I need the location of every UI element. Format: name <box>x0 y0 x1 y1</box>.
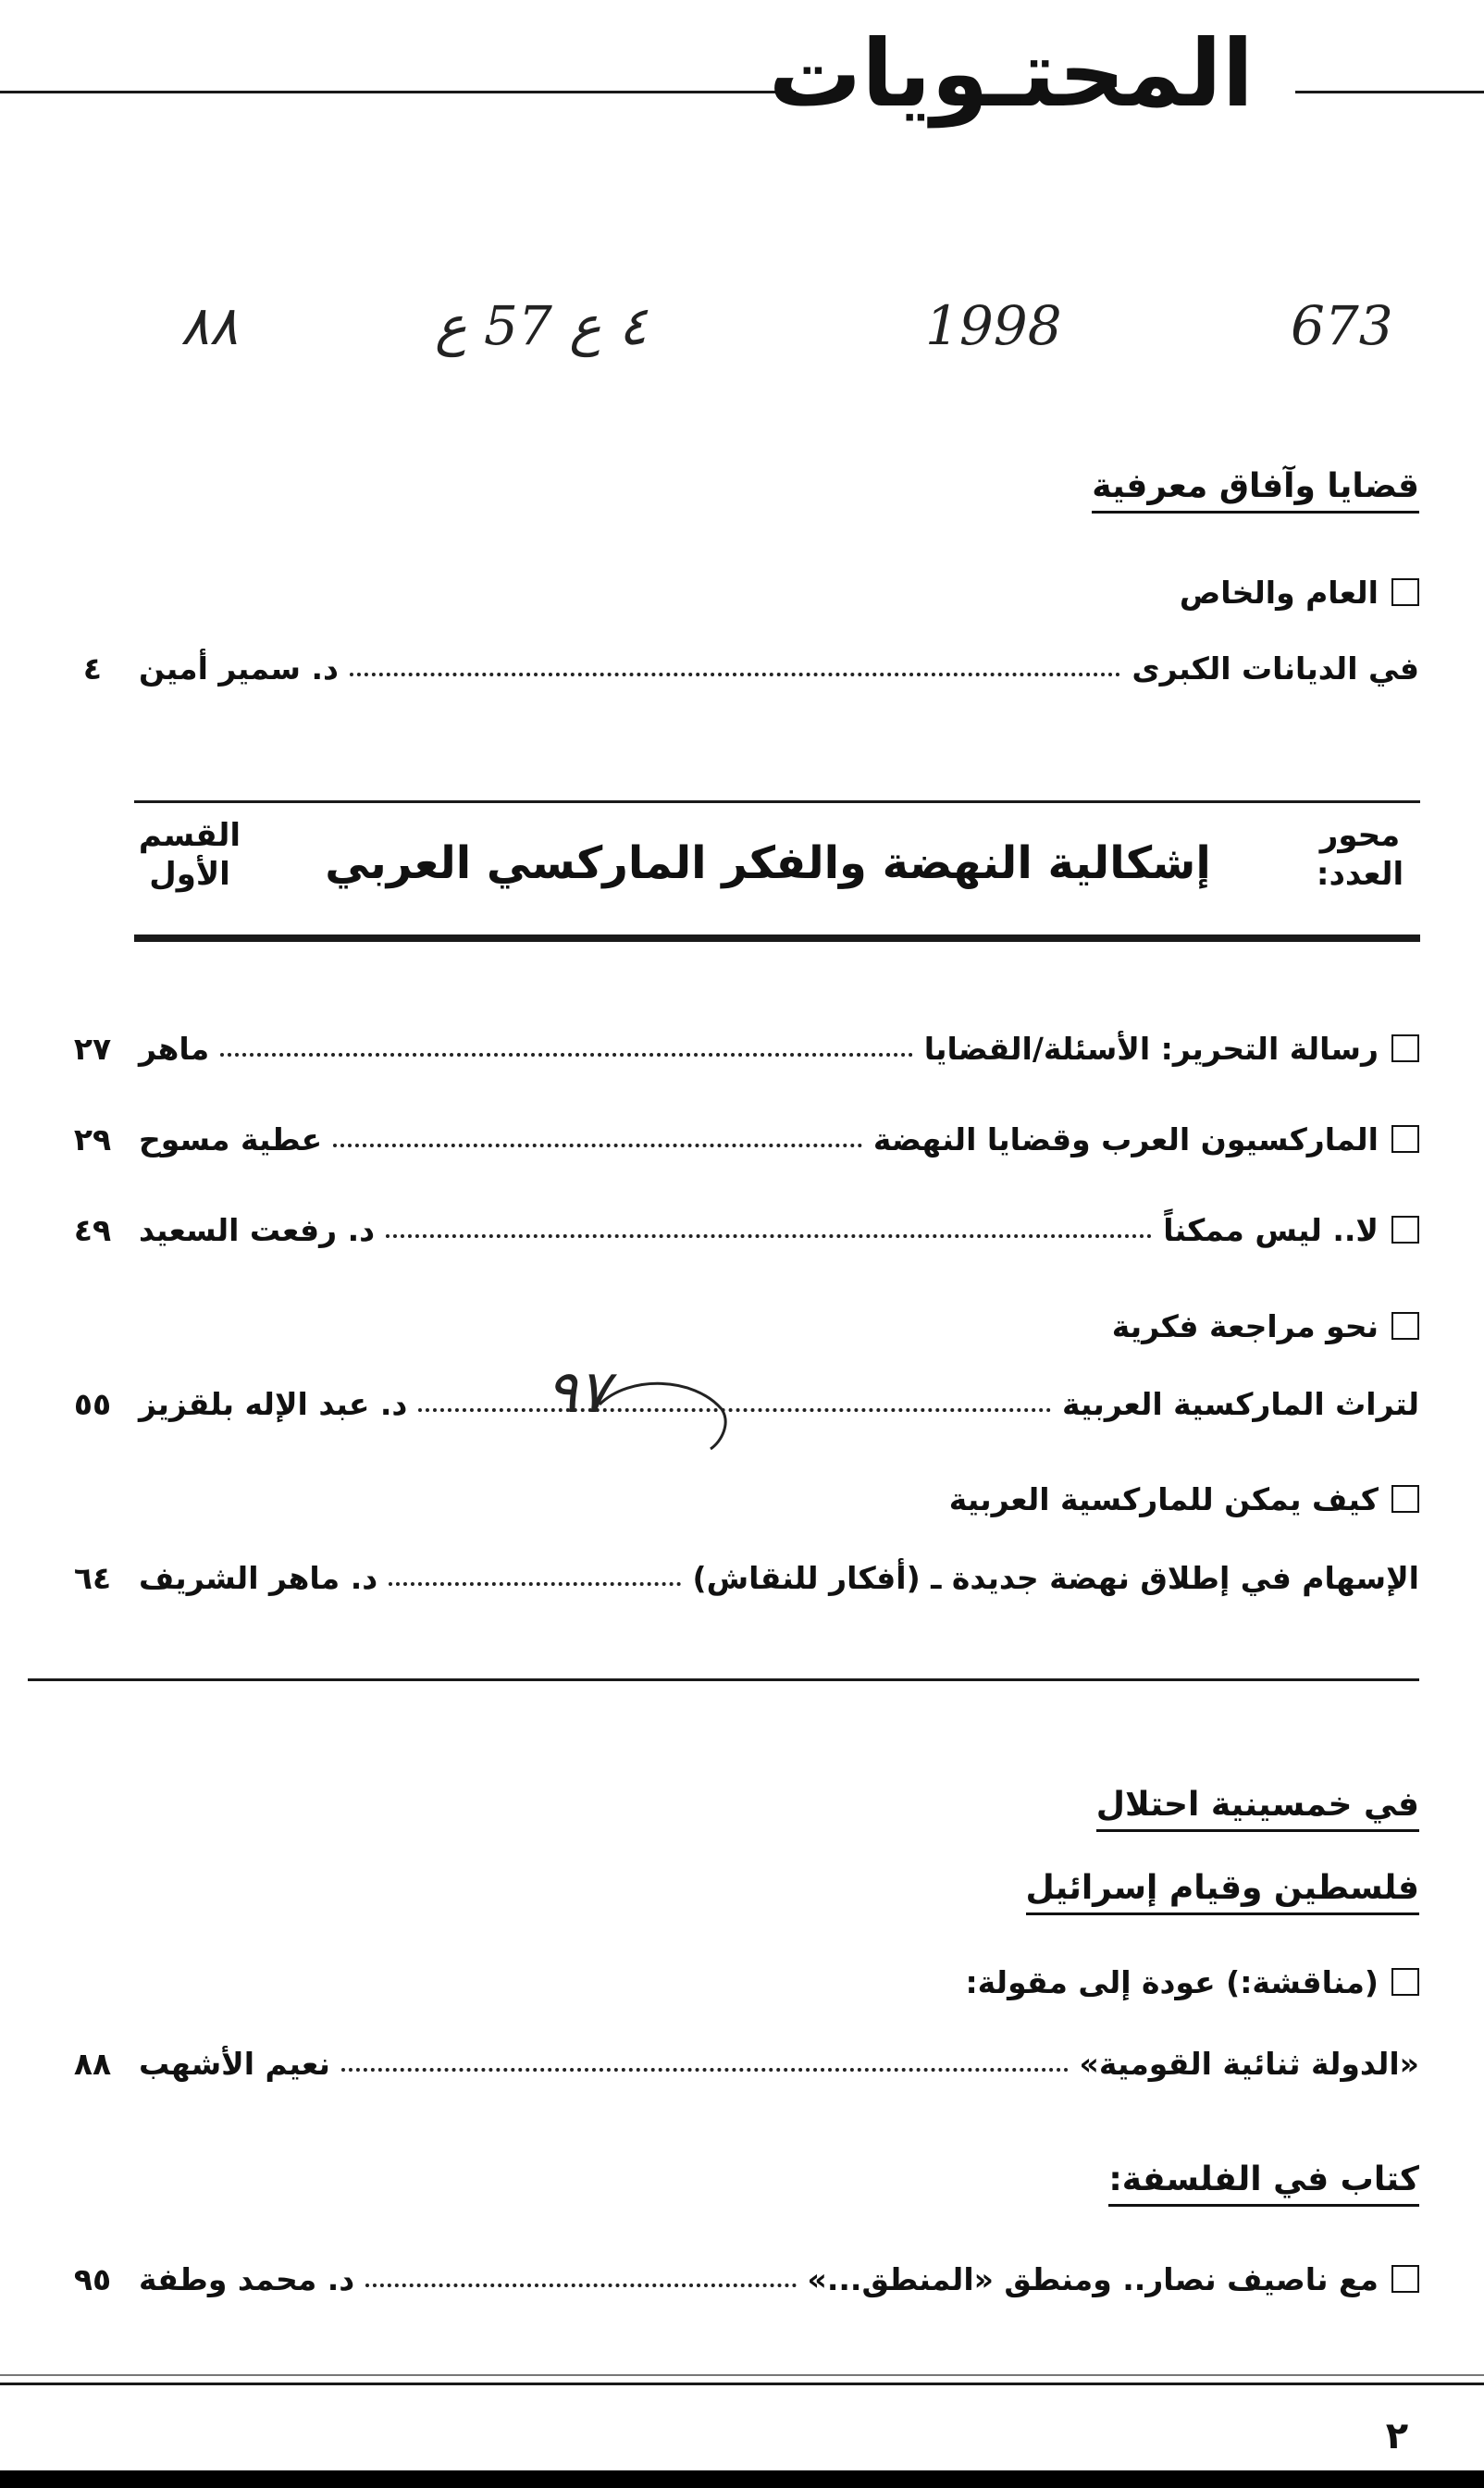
axis-rule-top <box>134 800 1420 803</box>
entry-title: الإسهام في إطلاق نهضة جديدة ـ (أفكار للنقاش) <box>692 1559 1419 1596</box>
section-divider <box>28 1678 1419 1681</box>
checkbox-icon <box>1391 1034 1419 1062</box>
leader-dots <box>418 1408 1051 1412</box>
toc-entry <box>46 1116 1419 1162</box>
entry-page: ٩٥ <box>73 2260 112 2297</box>
checkbox-icon <box>1391 578 1419 606</box>
checkbox-icon <box>1391 1216 1419 1244</box>
entry-author: د. سمير أمين <box>139 650 339 687</box>
footer-bar <box>0 2470 1484 2488</box>
toc-entry <box>46 1303 1419 1349</box>
axis-rule-bottom <box>134 935 1420 942</box>
leader-dots <box>341 2068 1069 2072</box>
entry-page: ٦٤ <box>73 1559 112 1596</box>
leader-dots <box>365 2284 796 2287</box>
entry-page: ٥٥ <box>73 1385 112 1422</box>
toc-entry <box>46 645 1419 691</box>
entry-title: العام والخاص <box>1179 574 1379 611</box>
toc-entry <box>46 1554 1419 1601</box>
footer-rule <box>0 2383 1484 2385</box>
handwritten-number: 673 <box>1291 294 1393 357</box>
entry-page: ٤٩ <box>73 1211 112 1248</box>
axis-label-right: محور العدد: <box>1316 817 1404 893</box>
section1-heading: قضايا وآفاق معرفية <box>1092 467 1419 514</box>
handwritten-margin-mark: ٩٧ <box>546 1358 610 1427</box>
entry-title: لا.. ليس ممكناً <box>1163 1211 1379 1248</box>
entry-title: في الديانات الكبرى <box>1132 650 1419 687</box>
entry-title: لتراث الماركسية العربية <box>1061 1385 1419 1422</box>
leader-dots <box>389 1582 681 1586</box>
entry-page: ٢٧ <box>73 1030 112 1067</box>
header-rule-left <box>0 91 796 93</box>
entry-author: د. عبد الإله بلقزيز <box>139 1385 408 1422</box>
toc-entry <box>46 2256 1419 2302</box>
section3-heading1: في خمسينية احتلال <box>1096 1786 1419 1832</box>
entry-title: مع ناصيف نصار.. ومنطق «المنطق...» <box>807 2260 1379 2297</box>
entry-title: كيف يمكن للماركسية العربية <box>948 1480 1379 1517</box>
section4-heading: كتاب في الفلسفة: <box>1108 2160 1419 2207</box>
entry-author: ماهر <box>139 1030 210 1067</box>
axis-label-left: القسم الأول <box>138 817 241 893</box>
entry-title: الماركسيون العرب وقضايا النهضة <box>872 1120 1379 1157</box>
checkbox-icon <box>1391 1485 1419 1513</box>
entry-page: ٨٨ <box>73 2045 112 2082</box>
toc-entry <box>46 2040 1419 2086</box>
toc-entry <box>46 1207 1419 1253</box>
footer-rule-thin <box>0 2374 1484 2376</box>
handwritten-quarter: ٤ ع 57 ع <box>435 294 648 357</box>
handwritten-scribble-icon <box>592 1368 731 1451</box>
leader-dots <box>350 673 1120 676</box>
handwritten-year: 1998 <box>925 294 1062 357</box>
checkbox-icon <box>1391 2265 1419 2293</box>
entry-title: (مناقشة:) عودة إلى مقولة: <box>965 1963 1379 2000</box>
section3-heading2: فلسطين وقيام إسرائيل <box>1026 1869 1420 1915</box>
toc-entry <box>46 1476 1419 1522</box>
toc-entry <box>46 1380 1419 1427</box>
toc-entry <box>46 1959 1419 2005</box>
page-number: ٢ <box>1385 2415 1409 2457</box>
entry-author: د. ماهر الشريف <box>139 1559 378 1596</box>
checkbox-icon <box>1391 1312 1419 1340</box>
entry-page: ٢٩ <box>73 1120 112 1157</box>
toc-entry <box>46 569 1419 615</box>
leader-dots <box>386 1234 1152 1238</box>
leader-dots <box>333 1144 862 1147</box>
entry-title: رسالة التحرير: الأسئلة/القضايا <box>923 1030 1379 1067</box>
handwritten-issue: ٨٨ <box>180 294 239 357</box>
entry-author: نعيم الأشهب <box>139 2045 330 2082</box>
checkbox-icon <box>1391 1968 1419 1996</box>
entry-page: ٤ <box>82 650 103 687</box>
leader-dots <box>220 1053 912 1057</box>
entry-author: عطية مسوح <box>139 1120 323 1157</box>
page-title: المحتـويات <box>768 19 1254 128</box>
header-rule-right <box>1295 91 1484 93</box>
entry-author: د. رفعت السعيد <box>139 1211 376 1248</box>
toc-entry <box>46 1025 1419 1071</box>
axis-title: إشكالية النهضة والفكر الماركسي العربي <box>325 837 1211 889</box>
entry-title: نحو مراجعة فكرية <box>1111 1307 1379 1344</box>
entry-author: د. محمد وطفة <box>139 2260 355 2297</box>
checkbox-icon <box>1391 1125 1419 1153</box>
entry-title: «الدولة ثنائية القومية» <box>1079 2045 1419 2082</box>
